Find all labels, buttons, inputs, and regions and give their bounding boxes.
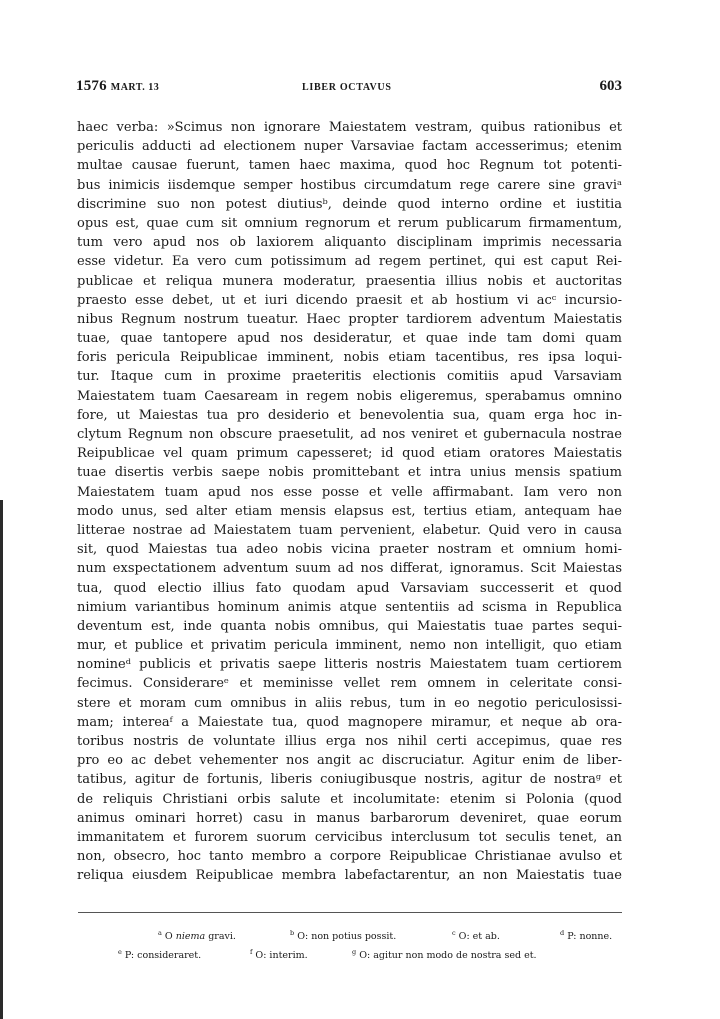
footnote-rule <box>78 912 622 913</box>
text-line: fore, ut Maiestas tua pro desiderio et benevolentia sua, quam erga hoc in- <box>77 407 622 423</box>
text-line: tuae disertis verbis saepe nobis promittebant et intra unius mensis spatium <box>77 465 622 481</box>
footnote-f <box>250 943 308 965</box>
text-line: periculis adducti ad electionem nuper Varsaviae factam accesserimus; etenim <box>77 139 622 155</box>
text-line: toribus nostris de voluntate illius erga nos nihil certi accepimus, quae res <box>77 734 622 749</box>
header-book-title: LIBER OCTAVUS <box>302 82 392 93</box>
text-line: tur. Itaque cum in proxime praeteritis electionis comitiis apud Varsaviam <box>77 369 622 385</box>
text-line: deventum est, inde quanta nobis omnibus, qui Maiestatis tuae partes sequi- <box>77 618 622 634</box>
text-line: discrimine suo non potest diutiusᵇ, deinde quod interno ordine et iustitia <box>77 196 622 212</box>
text-line: tuae, quae tantopere apud nos desideratur, et quae inde tam domi quam <box>77 331 622 347</box>
text-line: animus ominari horret) casu in manus barbarorum deveniret, quae eorum <box>77 810 622 826</box>
page-number: 603 <box>599 78 622 94</box>
text-line: publicae et reliqua munera moderatur, praesentia illius nobis et auctoritas <box>77 273 622 289</box>
text-line: immanitatem et furorem suorum cervicibus interclusum tot seculis tenet, an <box>77 829 622 845</box>
header-year: 1576 <box>76 78 107 94</box>
footnote-d <box>560 924 612 946</box>
text-line: fecimus. Considerareᵉ et meminisse vellet rem omnem in celeritate consi- <box>77 676 622 692</box>
page-edge-shadow <box>0 500 3 1019</box>
running-header <box>76 78 622 100</box>
text-line: praesto esse debet, ut et iuri dicendo praesit et ab hostium vi acᶜ incursio- <box>77 292 622 308</box>
text-line: Reipublicae vel quam primum capesseret; id quod etiam oratores Maiestatis <box>77 446 622 462</box>
footnote-mark: c <box>452 929 456 937</box>
footnote-text: O: et ab. <box>455 931 500 942</box>
text-line: stere et moram cum omnibus in aliis rebus, tum in eo negotio periculosissi- <box>77 695 622 711</box>
text-line: opus est, quae cum sit omnium regnorum et rerum publicarum firmamentum, <box>77 215 622 231</box>
footnote-italic-text: niema <box>175 931 206 942</box>
text-line: sit, quod Maiestas tua adeo nobis vicina praeter nostram et omnium homi- <box>77 542 622 558</box>
text-line: reliqua eiusdem Reipublicae membra labefactarentur, an non Maiestatis tuae <box>77 868 622 884</box>
text-line: tatibus, agitur de fortunis, liberis coniugibusque nostris, agitur de nostraᵍ et <box>77 772 622 788</box>
text-line: esse videtur. Ea vero cum potissimum ad regem pertinet, qui est caput Rei- <box>77 254 622 270</box>
footnote-e <box>118 943 201 965</box>
text-line: mam; intereaᶠ a Maiestate tua, quod magnopere miramur, et neque ab ora- <box>77 714 622 730</box>
text-line: Maiestatem tuam apud nos esse posse et velle affirmabant. Iam vero non <box>77 484 622 500</box>
header-date <box>76 78 159 95</box>
text-line: haec verba: »Scimus non ignorare Maiestatem vestram, quibus rationibus et <box>77 120 622 135</box>
text-line: foris pericula Reipublicae imminent, nobis etiam tacentibus, res ipsa loqui- <box>77 350 622 366</box>
footnote-text: O: agitur non modo de nostra sed et. <box>356 950 537 961</box>
footnote-mark: f <box>250 948 253 956</box>
text-line: nibus Regnum nostrum tueatur. Haec propter tardiorem adventum Maiestatis <box>77 311 622 327</box>
footnote-text: O: interim. <box>252 950 308 961</box>
text-line: num exspectationem adventum suum ad nos differat, ignoramus. Scit Maiestas <box>77 561 622 577</box>
text-line: tua, quod electio illius fato quodam apud Varsaviam successerit et quod <box>77 580 622 596</box>
footnote-text: P: consideraret. <box>121 950 202 961</box>
text-line: multae causae fuerunt, tamen haec maxima, quod hoc Regnum tot potenti- <box>77 158 622 174</box>
footnote-g <box>352 943 537 965</box>
text-line: modo unus, sed alter etiam mensis elapsus est, tertius etiam, antequam hae <box>77 503 622 519</box>
footnote-mark: a <box>158 929 162 937</box>
text-line: clytum Regnum non obscure praesetulit, ad nos veniret et gubernacula nostrae <box>77 427 622 442</box>
footnote-mark: g <box>352 948 357 956</box>
footnote-mark: e <box>118 948 122 956</box>
text-line: nimium variantibus hominum animis atque sententiis ad scisma in Republica <box>77 599 622 615</box>
text-line: mur, et publice et privatim pericula imminent, nemo non intelligit, quo etiam <box>77 638 622 654</box>
text-line: de reliquis Christiani orbis salute et incolumitate: etenim si Polonia (quod <box>77 791 622 807</box>
footnote-text: O <box>161 931 176 942</box>
text-line: nomineᵈ publicis et privatis saepe litteris nostris Maiestatem tuam certiorem <box>77 657 622 673</box>
text-line: Maiestatem tuam Caesaream in regem nobis eligeremus, sperabamus omnino <box>77 388 622 404</box>
footnote-text-tail: gravi. <box>205 931 236 942</box>
text-line: bus inimicis iisdemque semper hostibus circumdatum rege carere sine graviᵃ <box>77 177 622 193</box>
text-line: litterae nostrae ad Maiestatem tuam pervenient, elabetur. Quid vero in causa <box>77 522 622 538</box>
main-text <box>77 118 622 886</box>
text-line: tum vero apud nos ob laxiorem aliquanto disciplinam imprimis necessaria <box>77 235 622 251</box>
text-line: pro eo ac debet vehementer nos angit ac discruciatur. Agitur enim de liber- <box>77 753 622 769</box>
text-line: non, obsecro, hoc tanto membro a corpore Reipublicae Christianae avulso et <box>77 849 622 865</box>
footnote-mark: b <box>290 929 295 937</box>
header-month-day: MART. 13 <box>110 82 160 93</box>
footnote-text: P: nonne. <box>564 931 613 942</box>
footnote-mark: d <box>560 929 565 937</box>
footnote-text: O: non potius possit. <box>294 931 397 942</box>
